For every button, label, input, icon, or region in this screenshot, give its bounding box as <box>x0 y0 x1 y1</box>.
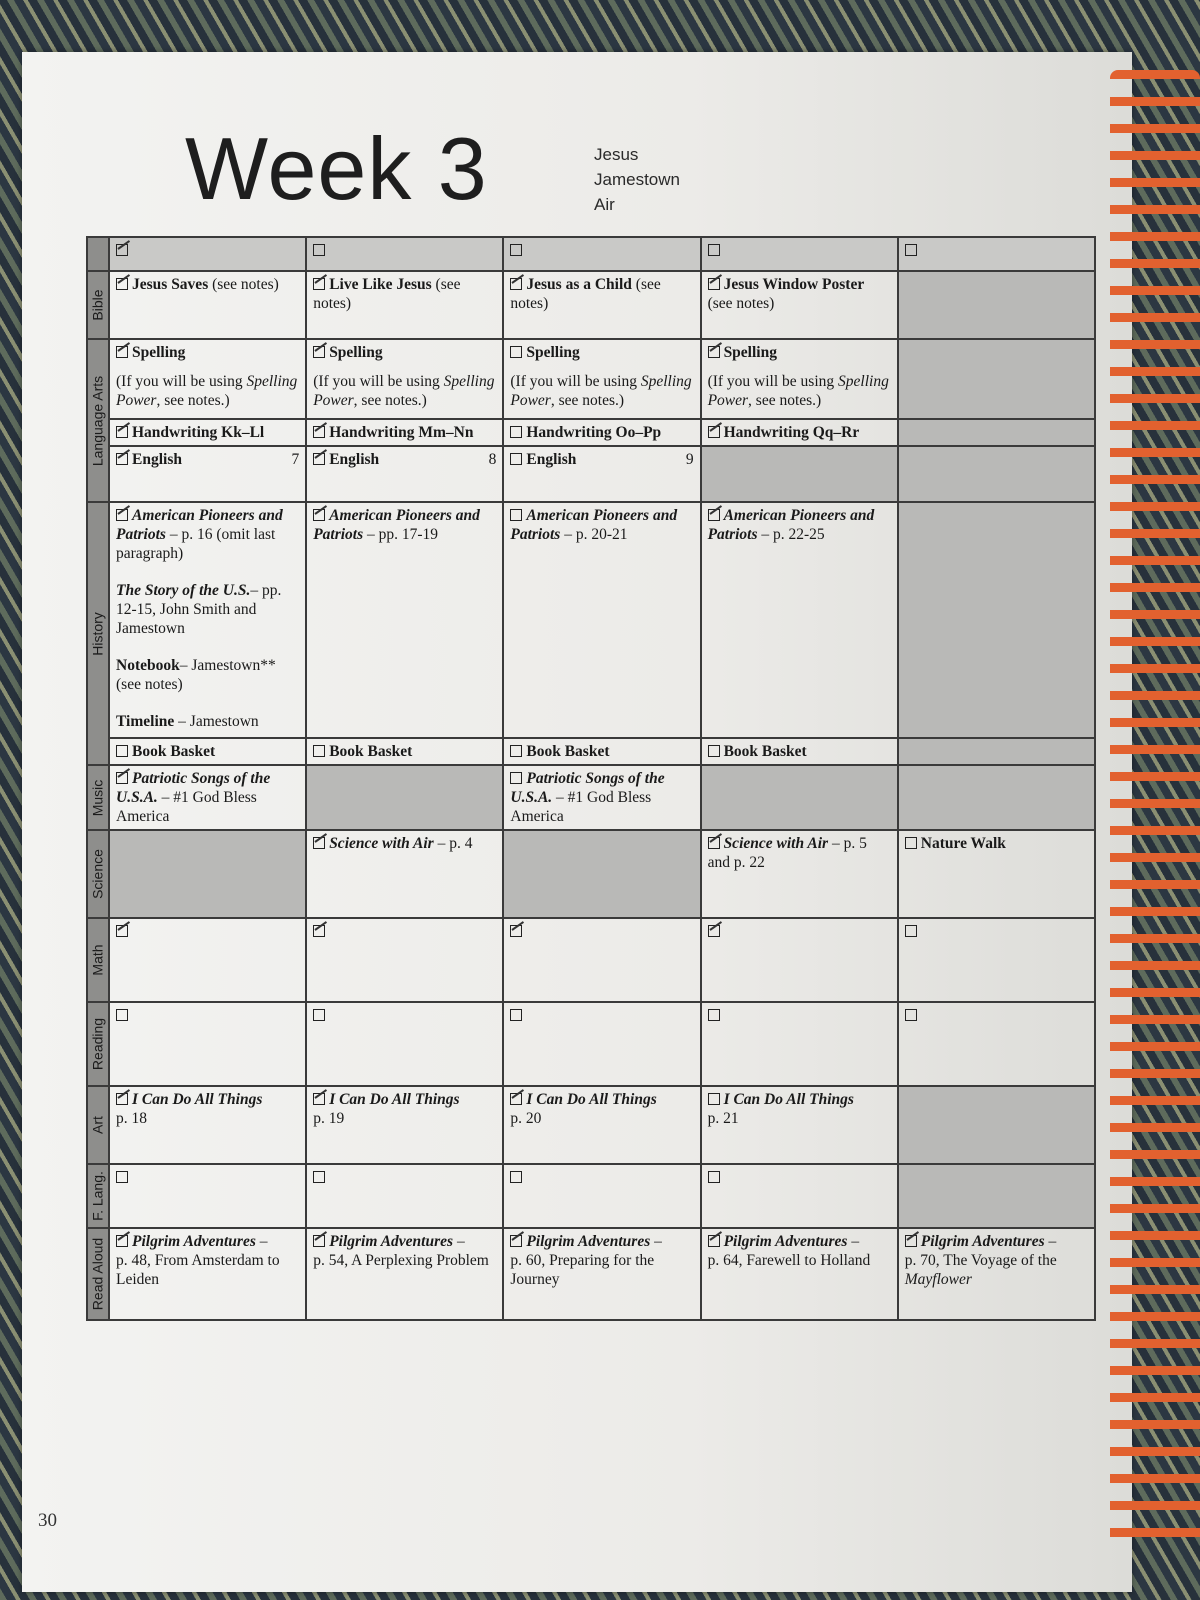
history-cell[interactable]: American Pioneers and Patriots – p. 20-21 <box>503 502 700 738</box>
checkbox-icon[interactable] <box>116 1171 128 1183</box>
checkbox-icon[interactable] <box>708 509 720 521</box>
checkbox-icon[interactable] <box>510 1171 522 1183</box>
checkbox-icon[interactable] <box>116 278 128 290</box>
checkbox-icon[interactable] <box>116 1235 128 1247</box>
checkbox-icon[interactable] <box>510 925 522 937</box>
day-header-row <box>87 237 1095 271</box>
checkbox-icon[interactable] <box>313 346 325 358</box>
read-aloud-cell[interactable]: Pilgrim Adventures – p. 70, The Voyage of the Mayflower <box>898 1228 1095 1320</box>
english-cell[interactable]: English 8 <box>306 446 503 502</box>
book-basket-cell[interactable]: Book Basket <box>109 738 306 765</box>
english-cell-empty <box>898 446 1095 502</box>
read-aloud-cell[interactable]: Pilgrim Adventures – p. 64, Farewell to Holland <box>701 1228 898 1320</box>
checkbox-icon[interactable] <box>313 426 325 438</box>
english-cell-empty <box>701 446 898 502</box>
history-row <box>87 502 1095 738</box>
checkbox-icon[interactable] <box>905 925 917 937</box>
checkbox-icon[interactable] <box>313 925 325 937</box>
handwriting-cell[interactable]: Handwriting Kk–Ll <box>109 419 306 446</box>
art-cell[interactable]: I Can Do All Things p. 21 <box>701 1086 898 1164</box>
checkbox-icon[interactable] <box>313 1009 325 1021</box>
f-lang-cell[interactable] <box>109 1164 306 1228</box>
handwriting-cell[interactable]: Handwriting Qq–Rr <box>701 419 898 446</box>
row-label-math: Math <box>87 918 109 1002</box>
checkbox-icon[interactable] <box>116 772 128 784</box>
reading-cell[interactable] <box>898 1002 1095 1086</box>
checkbox-icon[interactable] <box>116 745 128 757</box>
handwriting-cell[interactable]: Handwriting Oo–Pp <box>503 419 700 446</box>
weekly-schedule-table <box>86 236 1096 1321</box>
spelling-cell[interactable]: Spelling (If you will be using Spelling Power, see notes.) <box>503 339 700 419</box>
checkbox-icon[interactable] <box>510 453 522 465</box>
book-basket-cell-empty <box>898 738 1095 765</box>
reading-cell[interactable] <box>503 1002 700 1086</box>
checkbox-icon[interactable] <box>905 837 917 849</box>
checkbox-icon[interactable] <box>116 426 128 438</box>
reading-cell[interactable] <box>701 1002 898 1086</box>
checkbox-icon[interactable] <box>313 745 325 757</box>
bible-cell[interactable]: Jesus as a Child (see notes) <box>503 271 700 339</box>
bible-cell[interactable]: Live Like Jesus (see notes) <box>306 271 503 339</box>
checkbox-icon[interactable] <box>708 1093 720 1105</box>
history-cell[interactable]: American Pioneers and Patriots – p. 16 (omit last paragraph) The Story of the U.S.– pp. 12-15, John Smith and Jamestown Notebook– Jamestown** (see notes) Timeline – Jamestown <box>109 502 306 738</box>
science-row <box>87 830 1095 918</box>
spiral-binding <box>1110 70 1200 1550</box>
topic-item: Jesus <box>594 145 639 164</box>
page-title: Week 3 <box>185 119 488 218</box>
checkbox-icon[interactable] <box>708 925 720 937</box>
checkbox-icon[interactable] <box>708 278 720 290</box>
reading-cell[interactable] <box>306 1002 503 1086</box>
spelling-cell-empty <box>898 339 1095 419</box>
row-label-language-arts: Language Arts <box>87 339 109 502</box>
row-label-reading: Reading <box>87 1002 109 1086</box>
checkbox-icon[interactable] <box>116 346 128 358</box>
checkbox-icon[interactable] <box>313 509 325 521</box>
checkbox-icon[interactable] <box>708 1009 720 1021</box>
checkbox-icon[interactable] <box>510 244 522 256</box>
checkbox-icon[interactable] <box>708 346 720 358</box>
checkbox-icon[interactable] <box>905 244 917 256</box>
math-cell[interactable] <box>503 918 700 1002</box>
checkbox-icon[interactable] <box>905 1235 917 1247</box>
read-aloud-cell[interactable]: Pilgrim Adventures – p. 54, A Perplexing Problem <box>306 1228 503 1320</box>
science-cell[interactable]: Science with Air – p. 5 and p. 22 <box>701 830 898 918</box>
checkbox-icon[interactable] <box>510 745 522 757</box>
spelling-cell[interactable]: Spelling (If you will be using Spelling Power, see notes.) <box>701 339 898 419</box>
checkbox-icon[interactable] <box>313 837 325 849</box>
day-2-header[interactable] <box>306 237 503 271</box>
math-row <box>87 918 1095 1002</box>
english-row <box>87 446 1095 502</box>
row-label-bible: Bible <box>87 271 109 339</box>
bible-cell[interactable]: Jesus Window Poster (see notes) <box>701 271 898 339</box>
spelling-row <box>87 339 1095 419</box>
english-cell[interactable]: English 9 <box>503 446 700 502</box>
checkbox-icon[interactable] <box>313 278 325 290</box>
science-cell-empty <box>109 830 306 918</box>
row-label-science: Science <box>87 830 109 918</box>
music-cell[interactable]: Patriotic Songs of the U.S.A. – #1 God Bless America <box>503 765 700 830</box>
checkbox-icon[interactable] <box>510 1093 522 1105</box>
art-cell-empty <box>898 1086 1095 1164</box>
reading-row <box>87 1002 1095 1086</box>
checkbox-icon[interactable] <box>708 745 720 757</box>
row-label-read-aloud: Read Aloud <box>87 1228 109 1320</box>
book-basket-cell[interactable]: Book Basket <box>306 738 503 765</box>
english-cell[interactable]: English 7 <box>109 446 306 502</box>
row-label-history: History <box>87 502 109 765</box>
music-cell-empty <box>306 765 503 830</box>
checkbox-icon[interactable] <box>510 509 522 521</box>
science-cell[interactable]: Science with Air – p. 4 <box>306 830 503 918</box>
book-basket-cell[interactable]: Book Basket <box>701 738 898 765</box>
checkbox-icon[interactable] <box>313 244 325 256</box>
checkbox-icon[interactable] <box>313 1093 325 1105</box>
read-aloud-cell[interactable]: Pilgrim Adventures – p. 60, Preparing for the Journey <box>503 1228 700 1320</box>
lesson-number: 9 <box>685 451 694 468</box>
math-cell[interactable] <box>109 918 306 1002</box>
checkbox-icon[interactable] <box>510 346 522 358</box>
math-cell[interactable] <box>306 918 503 1002</box>
topic-item: Jamestown <box>594 170 680 189</box>
lesson-number: 8 <box>488 451 497 468</box>
math-cell[interactable] <box>898 918 1095 1002</box>
history-cell-empty <box>898 502 1095 738</box>
handwriting-cell[interactable]: Handwriting Mm–Nn <box>306 419 503 446</box>
handwriting-cell-empty <box>898 419 1095 446</box>
day-4-header[interactable] <box>701 237 898 271</box>
history-cell[interactable]: American Pioneers and Patriots – p. 22-25 <box>701 502 898 738</box>
art-cell[interactable]: I Can Do All Things p. 18 <box>109 1086 306 1164</box>
f-lang-cell[interactable] <box>306 1164 503 1228</box>
spelling-cell[interactable]: Spelling (If you will be using Spelling Power, see notes.) <box>109 339 306 419</box>
art-cell[interactable]: I Can Do All Things p. 19 <box>306 1086 503 1164</box>
checkbox-icon[interactable] <box>510 278 522 290</box>
checkbox-icon[interactable] <box>905 1009 917 1021</box>
page-number: 30 <box>38 1510 57 1531</box>
day-5-header[interactable] <box>898 237 1095 271</box>
topic-item: Air <box>594 195 615 214</box>
music-cell-empty <box>701 765 898 830</box>
row-label-music: Music <box>87 765 109 830</box>
music-cell-empty <box>898 765 1095 830</box>
read-aloud-row <box>87 1228 1095 1320</box>
math-cell[interactable] <box>701 918 898 1002</box>
week-topics <box>594 142 680 217</box>
row-label-f-lang: F. Lang. <box>87 1164 109 1228</box>
bible-row <box>87 271 1095 339</box>
checkbox-icon[interactable] <box>708 1235 720 1247</box>
checkbox-icon[interactable] <box>708 426 720 438</box>
music-cell[interactable]: Patriotic Songs of the U.S.A. – #1 God Bless America <box>109 765 306 830</box>
book-basket-cell[interactable]: Book Basket <box>503 738 700 765</box>
reading-cell[interactable] <box>109 1002 306 1086</box>
foreign-language-row <box>87 1164 1095 1228</box>
art-row <box>87 1086 1095 1164</box>
history-cell[interactable]: American Pioneers and Patriots – pp. 17-19 <box>306 502 503 738</box>
checkbox-icon[interactable] <box>510 772 522 784</box>
day-1-header[interactable] <box>109 237 306 271</box>
checkbox-icon[interactable] <box>708 244 720 256</box>
handwriting-row <box>87 419 1095 446</box>
lesson-number: 7 <box>291 451 300 468</box>
checkbox-icon[interactable] <box>510 1235 522 1247</box>
corner-cell <box>87 237 109 271</box>
spelling-cell[interactable]: Spelling (If you will be using Spelling Power, see notes.) <box>306 339 503 419</box>
f-lang-cell[interactable] <box>503 1164 700 1228</box>
checkbox-icon[interactable] <box>313 1235 325 1247</box>
checkbox-icon[interactable] <box>708 1171 720 1183</box>
bible-cell[interactable]: Jesus Saves (see notes) <box>109 271 306 339</box>
checkbox-icon[interactable] <box>116 1009 128 1021</box>
checkbox-icon[interactable] <box>116 509 128 521</box>
checkbox-icon[interactable] <box>708 837 720 849</box>
science-cell-empty <box>503 830 700 918</box>
row-label-art: Art <box>87 1086 109 1164</box>
book-basket-row <box>87 738 1095 765</box>
checkbox-icon[interactable] <box>510 1009 522 1021</box>
music-row <box>87 765 1095 830</box>
checkbox-icon[interactable] <box>510 426 522 438</box>
checkbox-icon[interactable] <box>116 925 128 937</box>
checkbox-icon[interactable] <box>116 244 128 256</box>
science-cell[interactable]: Nature Walk <box>898 830 1095 918</box>
checkbox-icon[interactable] <box>116 1093 128 1105</box>
art-cell[interactable]: I Can Do All Things p. 20 <box>503 1086 700 1164</box>
read-aloud-cell[interactable]: Pilgrim Adventures – p. 48, From Amsterdam to Leiden <box>109 1228 306 1320</box>
checkbox-icon[interactable] <box>116 453 128 465</box>
f-lang-cell-empty <box>898 1164 1095 1228</box>
bible-cell-empty <box>898 271 1095 339</box>
checkbox-icon[interactable] <box>313 453 325 465</box>
f-lang-cell[interactable] <box>701 1164 898 1228</box>
checkbox-icon[interactable] <box>313 1171 325 1183</box>
day-3-header[interactable] <box>503 237 700 271</box>
